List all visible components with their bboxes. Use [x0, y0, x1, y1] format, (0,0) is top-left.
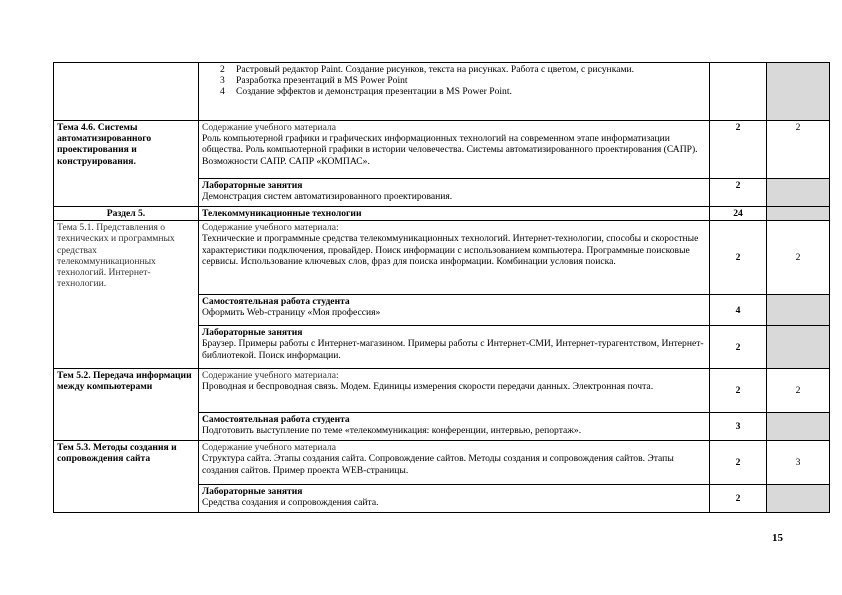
table-row: [54, 369, 830, 413]
table-row: [54, 207, 830, 221]
level-cell: [767, 413, 830, 441]
hours-value: 3: [710, 413, 767, 441]
content-text: Структура сайта. Этапы создания сайта. Сопровождение сайтов. Методы создания и сопровождения сайтов. Этапы создания сайтов. Пример проекта WEB-страницы.: [202, 453, 674, 476]
content-cell: [199, 63, 710, 121]
self-work-text: Подготовить выступление по теме «телекоммуникация: конференции, интервью, репортаж».: [202, 425, 582, 437]
lab-cell: [199, 485, 710, 513]
content-list: [202, 64, 706, 98]
table-row: [54, 121, 830, 179]
level-cell: [767, 485, 830, 513]
self-work-heading: Самостоятельная работа студента: [202, 296, 350, 308]
self-work-cell: [199, 295, 710, 326]
content-heading: Содержание учебного материала:: [202, 370, 339, 382]
level-cell: [767, 207, 830, 221]
hours-value: 2: [710, 326, 767, 369]
list-item: 3 Разработка презентаций в MS Power Point: [220, 75, 408, 87]
content-heading: Содержание учебного материала:: [202, 222, 339, 234]
topic-title: Тема 5.1. Представления о технических и программных средствах телекоммуникационных технологий. Интернет-технологии.: [54, 221, 199, 369]
topic-cell: [54, 63, 199, 121]
table-row: [54, 63, 830, 121]
lab-text: Демонстрация систем автоматизированного проектирования.: [202, 191, 453, 203]
level-cell: [767, 63, 830, 121]
hours-value: 2: [710, 221, 767, 295]
self-work-text: Оформить Web-страницу «Моя профессия»: [202, 307, 381, 319]
content-text: Роль компьютерной графики и графических информационных технологий на современном этапе информатизации общества. Роль компьютерной графики в истории человечества. Системы автоматизированного проектирования (САПР). Возможности САПР. САПР «КОМПАС».: [202, 133, 698, 167]
self-work-heading: Самостоятельная работа студента: [202, 414, 350, 426]
hours-value: 2: [710, 121, 767, 179]
lab-text: Браузер. Примеры работы с Интернет-магазином. Примеры работы с Интернет-СМИ, Интернет-турагентством, Интернет-библиотекой. Поиск информации.: [202, 338, 704, 361]
content-text: Технические и программные средства телекоммуникационных технологий. Интернет-технологии, способы и скоростные характеристики подключения, провайдер. Поиск информации с использованием компьютера. Программные поисковые сервисы. Использование ключевых слов, фраз для поиска информации. Комбинации условия поиска.: [202, 233, 699, 267]
lab-cell: [199, 326, 710, 369]
section-label: Раздел 5.: [54, 207, 199, 221]
topic-title: Тем 5.2. Передача информации между компьютерами: [54, 369, 199, 441]
hours-value: 2: [710, 369, 767, 413]
hours-value: 4: [710, 295, 767, 326]
level-value: 2: [767, 369, 830, 413]
lab-text: Средства создания и сопровождения сайта.: [202, 497, 379, 509]
content-text: Проводная и беспроводная связь. Модем. Единицы измерения скорости передачи данных. Электронная почта.: [202, 381, 654, 393]
content-cell: [199, 121, 710, 179]
lab-heading: Лабораторные занятия: [202, 180, 303, 191]
level-value: 3: [767, 441, 830, 485]
content-heading: Содержание учебного материала: [202, 442, 337, 454]
level-cell: [767, 295, 830, 326]
topic-title: Тем 5.3. Методы создания и сопровождения сайта: [54, 441, 199, 513]
table-row: [54, 221, 830, 295]
hours-cell: [710, 63, 767, 121]
level-value: 2: [767, 121, 830, 179]
lab-heading: Лабораторные занятия: [202, 486, 303, 498]
table-row: [54, 441, 830, 485]
topic-title: Тема 4.6. Системы автоматизированного проектирования и конструирования.: [54, 121, 199, 207]
lab-cell: [199, 179, 710, 207]
hours-value: 2: [710, 485, 767, 513]
list-item: 4 Создание эффектов и демонстрация презентации в MS Power Point.: [220, 86, 512, 98]
content-heading: Содержание учебного материала: [202, 122, 337, 133]
level-cell: [767, 326, 830, 369]
self-work-cell: [199, 413, 710, 441]
list-item: 2 Растровый редактор Paint. Создание рисунков, текста на рисунках. Работа с цветом, с рисунками.: [220, 64, 635, 75]
section-title: Телекоммуникационные технологии: [199, 207, 710, 221]
level-cell: [767, 179, 830, 207]
curriculum-table: [53, 62, 830, 513]
content-cell: [199, 441, 710, 485]
content-cell: [199, 221, 710, 295]
page-number: 15: [772, 532, 783, 544]
hours-value: 2: [710, 441, 767, 485]
level-value: 2: [767, 221, 830, 295]
content-cell: [199, 369, 710, 413]
hours-value: 24: [710, 207, 767, 221]
hours-value: 2: [710, 179, 767, 207]
lab-heading: Лабораторные занятия: [202, 327, 303, 339]
